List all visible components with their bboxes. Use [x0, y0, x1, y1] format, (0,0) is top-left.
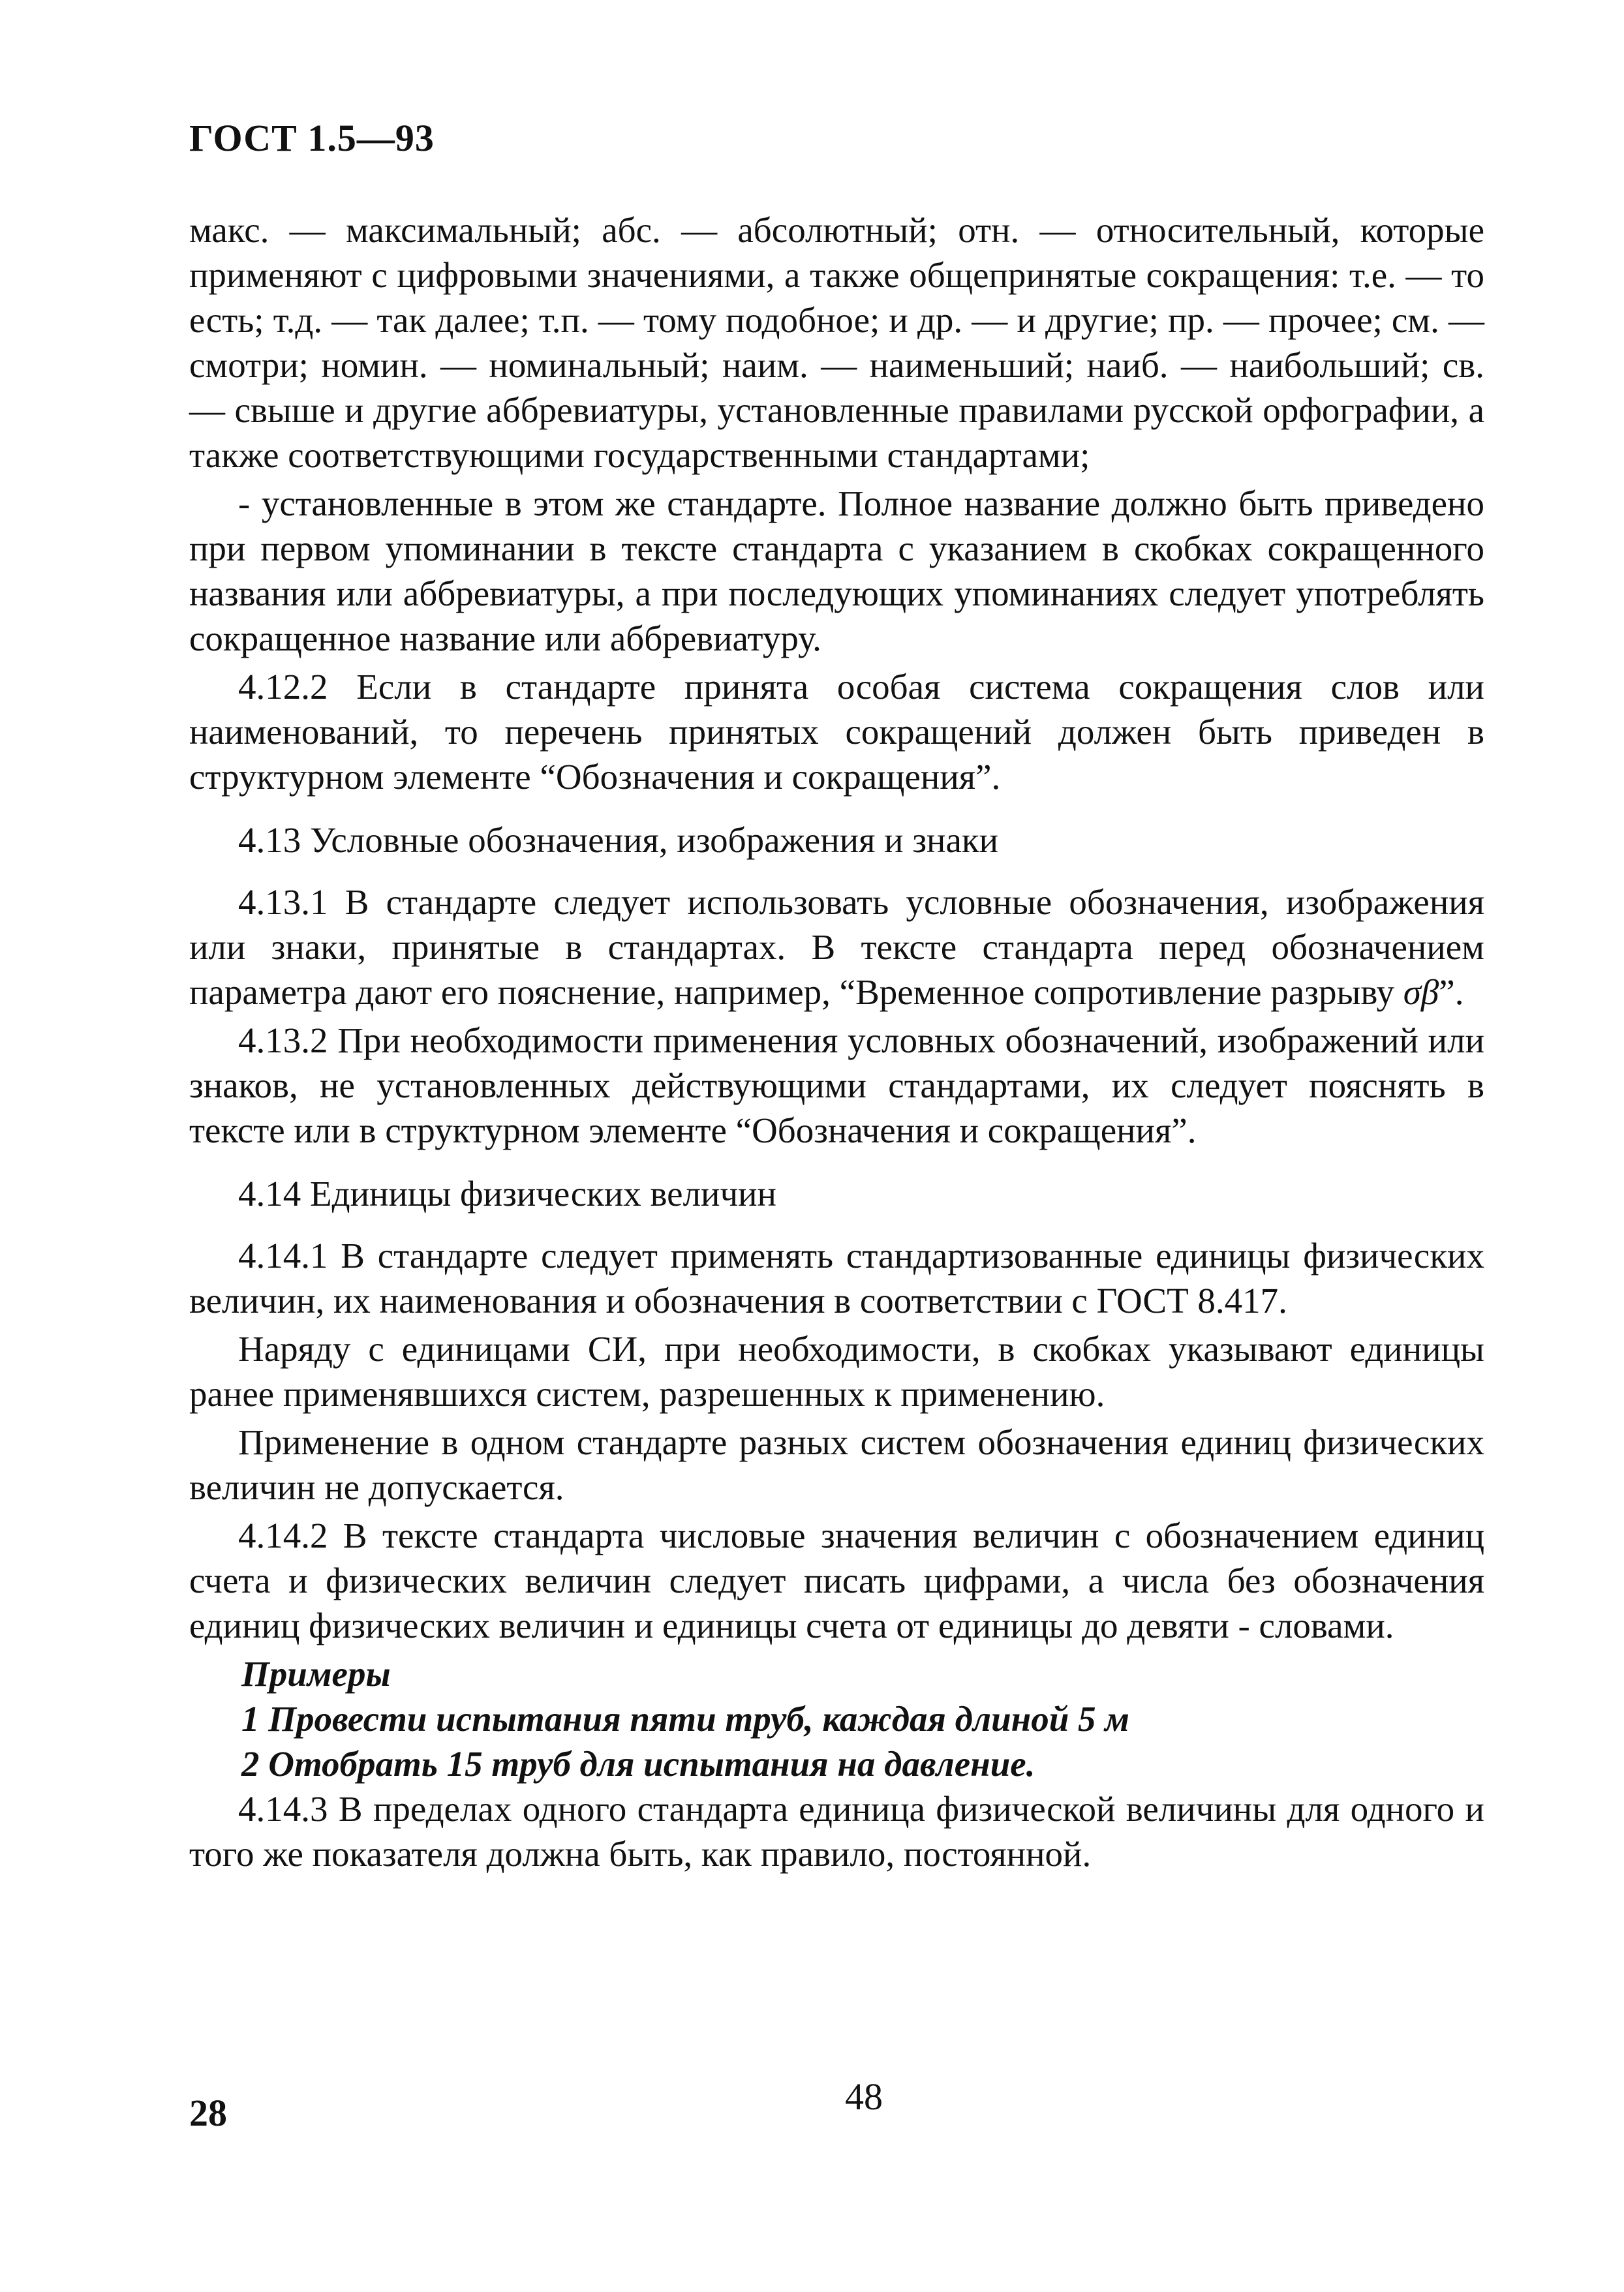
paragraph-4-13-2: 4.13.2 При необходимости применения условных обозначений, изображений или знаков, не установленных действующими стандартами, их следует пояснять в тексте или в структурном элементе “Обозначения и сокращения”.: [189, 1020, 1484, 1150]
examples-title: Примеры: [241, 1654, 391, 1694]
paragraph-4-14-2: 4.14.2 В тексте стандарта числовые значения величин с обозначением единиц счета и физических величин следует писать цифрами, а числа без обозначения единиц физических величин и единицы счета от единицы до девяти - словами.: [189, 1516, 1484, 1645]
paragraph-4-14-1: 4.14.1 В стандарте следует применять стандартизованные единицы физических величин, их наименования и обозначения в соответствии с ГОСТ 8.417.: [189, 1236, 1484, 1321]
section-heading-4-14: 4.14 Единицы физических величин: [238, 1174, 776, 1214]
paragraph-4-12-2: 4.12.2 Если в стандарте принята особая система сокращения слов или наименований, то перечень принятых сокращений должен быть приведен в структурном элементе “Обозначения и сокращения”.: [189, 667, 1484, 797]
paragraph-unit-systems: Применение в одном стандарте разных систем обозначения единиц физических величин не допускается.: [189, 1422, 1484, 1507]
example-2: 2 Отобрать 15 труб для испытания на давление.: [241, 1744, 1035, 1784]
sheet-number: 48: [845, 2075, 883, 2118]
page-number: 28: [189, 2092, 227, 2134]
paragraph-4-14-3: 4.14.3 В пределах одного стандарта единица физической величины для одного и того же показателя должна быть, как правило, постоянной.: [189, 1789, 1484, 1874]
paragraph-4-13-1-text: 4.13.1 В стандарте следует использовать условные обозначения, изображения или знаки, принятые в стандартах. В тексте стандарта перед обозначением параметра дают его пояснение, например, “Временное сопротивление разрыву: [189, 882, 1484, 1012]
example-1: 1 Провести испытания пяти труб, каждая длиной 5 м: [241, 1699, 1129, 1739]
document-body: [189, 207, 1484, 1880]
section-heading-4-13: 4.13 Условные обозначения, изображения и знаки: [238, 820, 999, 860]
paragraph-abbreviations: макс. — максимальный; абс. — абсолютный; отн. — относительный, которые применяют с цифровыми значениями, а также общепринятые сокращения: т.е. — то есть; т.д. — так далее; т.п. — тому подобное; и др. — и другие; пр. — прочее; см. — смотри; номин. — номинальный; наим. — наименьший; наиб. — наибольший; св. — свыше и другие аббревиатуры, установленные правилами русской орфографии, а также соответствующими государственными стандартами;: [189, 210, 1484, 475]
page-header: ГОСТ 1.5—93: [189, 117, 435, 159]
paragraph-4-13-1: [189, 879, 1484, 1015]
paragraph-si-units: Наряду с единицами СИ, при необходимости, в скобках указывают единицы ранее применявшихся систем, разрешенных к применению.: [189, 1329, 1484, 1414]
sigma-beta-symbol: σβ: [1403, 972, 1439, 1012]
paragraph-established-abbreviations: - установленные в этом же стандарте. Полное название должно быть приведено при первом упоминании в тексте стандарта с указанием в скобках сокращенного названия или аббревиатуры, а при последующих упоминаниях следует употреблять сокращенное название или аббревиатуру.: [189, 483, 1484, 658]
paragraph-4-13-1-end: ”.: [1439, 972, 1464, 1012]
